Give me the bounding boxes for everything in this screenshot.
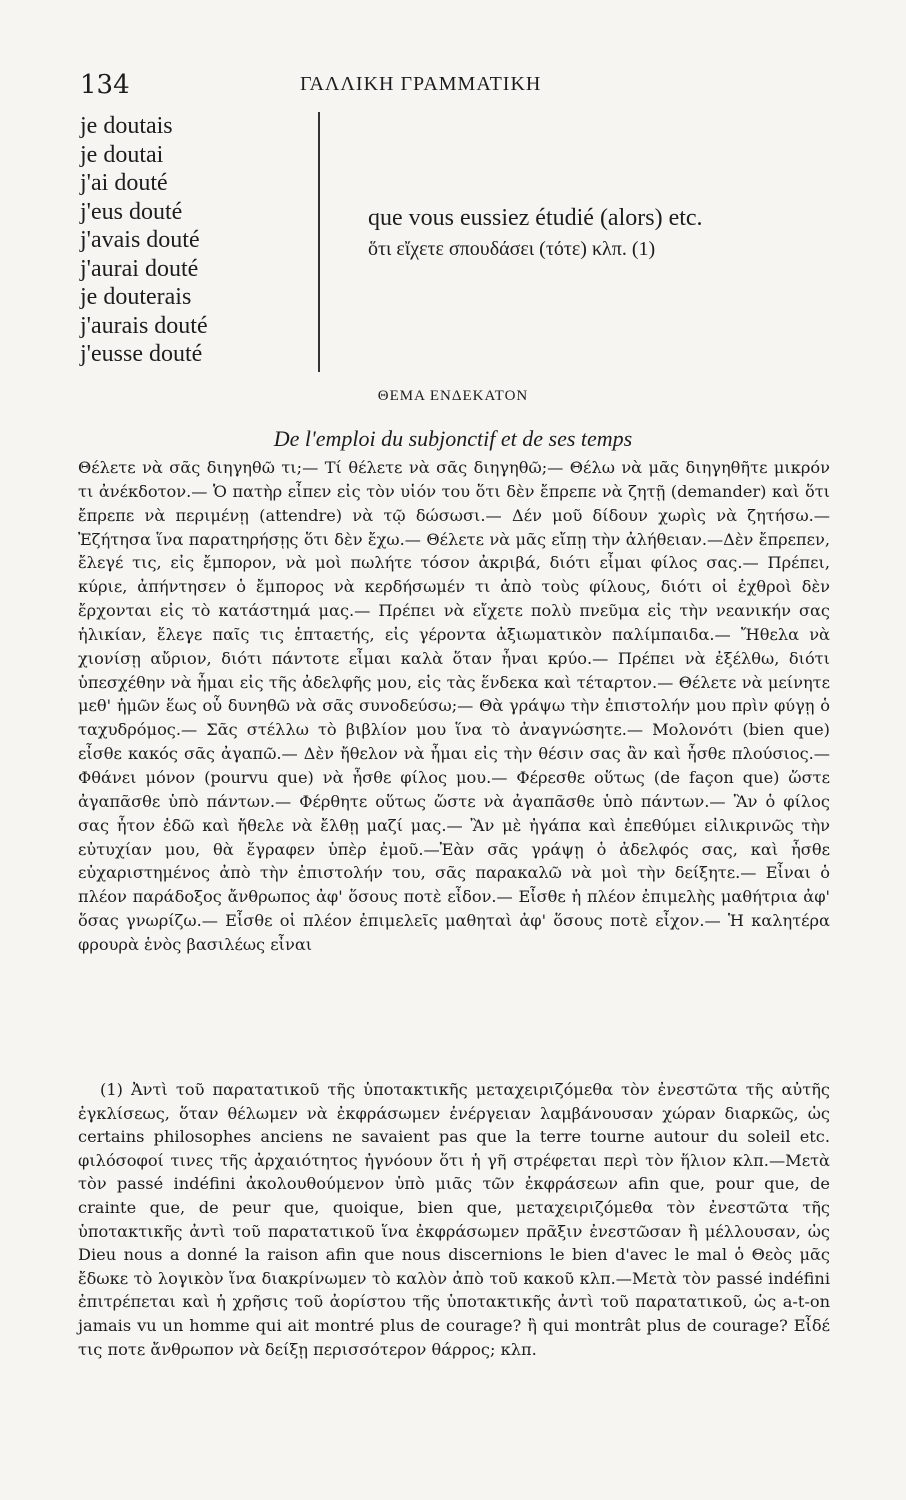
- running-title: ΓΑΛΛΙΚΗ ΓΡΑΜΜΑΤΙΚΗ: [300, 73, 542, 95]
- conjugation-translation: [368, 202, 788, 264]
- conjugation-form: je doutais: [80, 113, 173, 139]
- footnote: [78, 1078, 830, 1361]
- conjugation-form: j'aurais douté: [80, 312, 208, 339]
- conjugation-brace: [308, 112, 320, 372]
- conjugation-form: je douterais: [80, 284, 192, 310]
- conjugation-form: j'aurai douté: [80, 255, 199, 282]
- translation-greek: ὅτι εἴχετε σπουδάσει (τότε) κλπ. (1): [368, 238, 656, 260]
- section-subtitle: De l'emploi du subjonctif et de ses temps: [273, 426, 633, 451]
- footnote-paragraph: (1) Ἀντὶ τοῦ παρατατικοῦ τῆς ὑποτακτικῆς μεταχειριζόμεθα τὸν ἐνεστῶτα τῆς αὐτῆς ἐγκλίσεως, ὅταν θέλωμεν νὰ ἐκφράσωμεν ἐνέργειαν λαμβάνουσαν χώραν διαρκῶς, ὡς certains philosophes anciens ne savaient pas que la terre tourne autour du soleil etc. φιλόσοφοί τινες τῆς ἀρχαιότητος ἠγνόουν ὅτι ἡ γῆ στρέφεται περὶ τὸν ἥλιον κλπ.—Μετὰ τὸν passé indéfini ἀκολουθούμενον ὑπὸ μιᾶς τῶν ἐκφράσεων afin que, pour que, de crainte que, de peur que, quoique, bien que, μεταχειριζόμεθα τὸν ἐνεστῶτα τῆς ὑποτακτικῆς ἀντὶ τοῦ παρατατικοῦ ἵνα ἐκφράσωμεν πρᾶξιν ἐνεστῶσαν ἢ μέλλουσαν, ὡς Dieu nous a donné la raison afin que nous discernions le bien d'avec le mal ὁ Θεὸς μᾶς ἔδωκε τὸ λογικὸν ἵνα διακρίνωμεν τὸ καλὸν ἀπὸ τοῦ κακοῦ κλπ.—Μετὰ τὸν passé indéfini ἐπιτρέπεται καὶ ἡ χρῆσις τοῦ ἀορίστου τῆς ὑποτακτικῆς ἀντὶ τοῦ παρατατικοῦ, ὡς a-t-on jamais vu un homme qui ait montré plus de courage? ἢ qui montrât plus de courage? Εἶδέ τις ποτε ἄνθρωπον νὰ δείξῃ περισσότερον θάρρος; κλπ.: [78, 1080, 830, 1359]
- conjugation-form: j'ai douté: [80, 170, 168, 196]
- page-number: 134: [80, 70, 130, 100]
- page-header: [80, 70, 820, 100]
- section-heading: ΘΕΜΑ ΕΝΔΕΚΑΤΟΝ: [377, 388, 529, 404]
- exercise-text: [78, 456, 830, 957]
- conjugation-form: j'eusse douté: [80, 341, 203, 367]
- conjugation-list: [80, 112, 208, 369]
- conjugation-form: je doutai: [80, 141, 164, 168]
- exercise-paragraph: Θέλετε νὰ σᾶς διηγηθῶ τι;— Τί θέλετε νὰ σᾶς διηγηθῶ;— Θέλω νὰ μᾶς διηγηθῆτε μικρόν τι ἀνέκδοτον.— Ὁ πατὴρ εἶπεν εἰς τὸν υἱόν του ὅτι δὲν ἔπρεπε νὰ ζητῇ (demander) καὶ ὅτι ἔπρεπε νὰ περιμένῃ (attendre) νὰ τῷ δώσωσι.— Δέν μοῦ δίδουν χωρὶς νὰ ζητήσω.— Ἐζήτησα ἵνα παρατηρήσῃς ὅτι δὲν ἔχω.— Θέλετε νὰ μᾶς εἴπῃ τὴν ἀλήθειαν.—Δὲν ἔπρεπεν, ἔλεγέ τις, εἰς ἔμπορον, νὰ μοὶ πωλήτε τόσον ἀκριβά, διότι εἶμαι φίλος σας.— Πρέπει, κύριε, ἀπήντησεν ὁ ἔμπορος νὰ κερδήσωμέν τι ἀπὸ τοὺς φίλους, διότι οἱ ἐχθροὶ δὲν ἔρχονται εἰς τὸ κατάστημά μας.— Πρέπει νὰ εἴχετε πολὺ πνεῦμα εἰς τὴν νεανικήν σας ἡλικίαν, ἔλεγε παῖς τις ἑπταετής, εἰς γέροντα ἀξιωματικὸν παλίμπαιδα.— Ἤθελα νὰ χιονίσῃ αὔριον, διότι πάντοτε εἶμαι καλὰ ὅταν ἦναι κρύο.— Πρέπει νὰ ἐξέλθω, διότι ὑπεσχέθην νὰ ἦμαι εἰς τῆς ἀδελφῆς μου, εἰς τὰς ἕνδεκα καὶ τέταρτον.— Θέλετε νὰ μείνητε μεθ' ἡμῶν ἕως οὗ δυνηθῶ νὰ σᾶς συνοδεύσω;— Θὰ γράψω τὴν ἐπιστολήν μου πρὶν φύγῃ ὁ ταχυδρόμος.— Σᾶς στέλλω τὸ βιβλίον μου ἵνα τὸ ἀναγνώσητε.— Μολονότι (bien que) εἶσθε κακός σᾶς ἀγαπῶ.— Δὲν ἤθελον νὰ ἦμαι εἰς τὴν θέσιν σας ἂν καὶ ἦσθε πλούσιος.— Φθάνει μόνον (pourvu que) νὰ ἦσθε φίλος μου.— Φέρεσθε οὕτως (de façon que) ὥστε ἀγαπᾶσθε ὑπὸ πάντων.— Φέρθητε οὕτως ὥστε νὰ ἀγαπᾶσθε ὑπὸ πάντων.— Ἂν ὁ φίλος σας ἦτον ἐδῶ καὶ ἤθελε νὰ ἔλθῃ μαζί μας.— Ἂν μὲ ἠγάπα καὶ ἐπεθύμει εἰλικρινῶς τὴν εὐτυχίαν μου, θὰ ἔγραφεν ὑπὲρ ἐμοῦ.—Ἐὰν σᾶς γράψῃ ὁ ἀδελφός σας, καὶ ἦσθε εὐχαριστημένος ἀπὸ τὴν ἐπιστολήν του, σᾶς παρακαλῶ νὰ μοὶ τὴν δείξητε.— Εἶναι ὁ πλέον παράδοξος ἄνθρωπος ἀφ' ὅσους ποτὲ εἶδον.— Εἶσθε ἡ πλέον ἐπιμελὴς μαθήτρια ἀφ' ὅσας γνωρίζω.— Εἶσθε οἱ πλέον ἐπιμελεῖς μαθηταὶ ἀφ' ὅσους ποτὲ εἶχον.— Ἡ καλητέρα φρουρὰ ἑνὸς βασιλέως εἶναι: [78, 458, 830, 954]
- conjugation-form: j'eus douté: [80, 198, 183, 225]
- translation-french: que vous eussiez étudié (alors) etc.: [368, 205, 703, 231]
- conjugation-form: j'avais douté: [80, 227, 200, 253]
